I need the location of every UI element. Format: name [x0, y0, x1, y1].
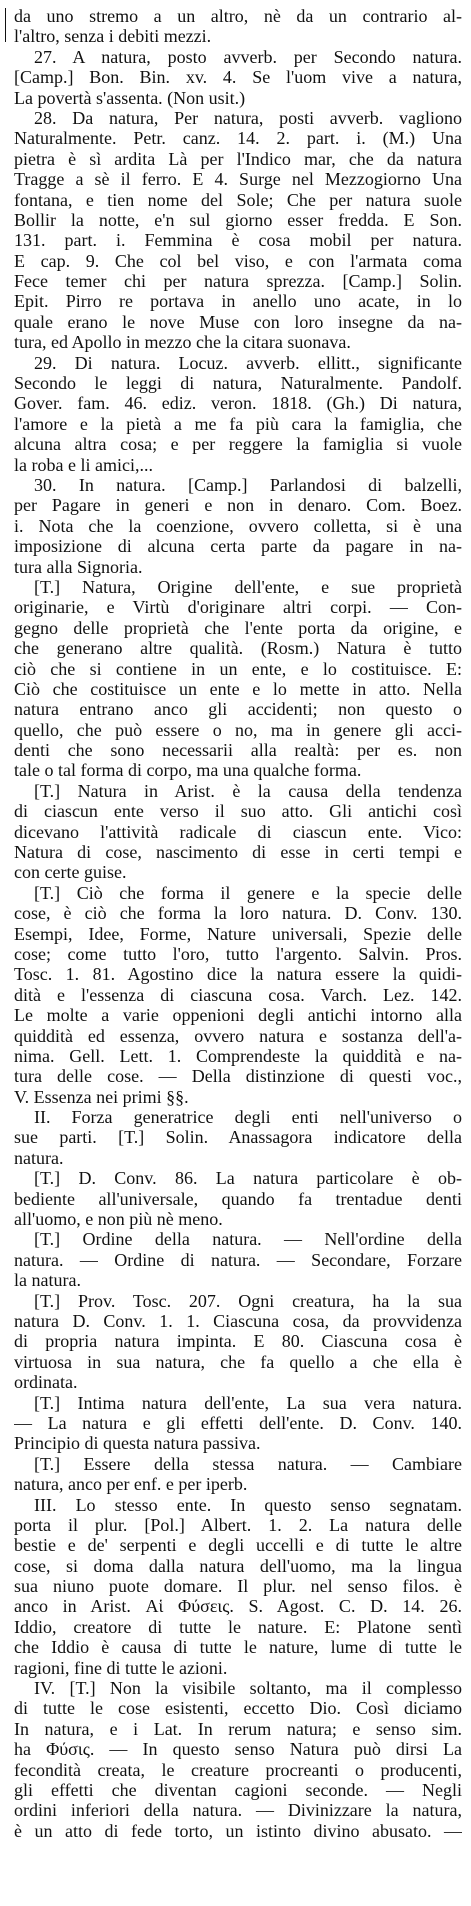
text-line: Iddio, creatore di tutte le nature. E: Platone sentì — [14, 1616, 462, 1637]
text-line: porta il plur. [Pol.] Albert. 1. 2. La natura delle — [14, 1514, 462, 1535]
text-line: La povertà s'assenta. (Non usit.) — [14, 87, 246, 108]
text-line: natura, anco per enf. e per iperb. — [14, 1474, 248, 1495]
text-line: Bollir la notte, e'n sul giorno esser fredda. E Son. — [14, 209, 462, 230]
text-line: all'uomo, e non più nè meno. — [14, 1209, 223, 1230]
text-line: gegno delle proprietà che l'ente porta da origine, e — [14, 617, 462, 638]
text-line: è un atto di fede torto, un istinto divino abusato. — — [14, 1820, 462, 1841]
text-line: [T.] Prov. Tosc. 207. Ogni creatura, ha la sua — [34, 1290, 462, 1311]
text-line: cose, è ciò che forma la loro natura. D. Conv. 130. — [14, 903, 462, 924]
text-line: Le molte a varie oppenioni degli antichi intorno alla — [14, 1005, 462, 1026]
text-line: [T.] Intima natura dell'ente, La sua vera natura. — [34, 1392, 462, 1413]
text-line: bediente all'universale, quando fa trentadue denti — [14, 1188, 462, 1209]
text-line: Epit. Pirro re portava in anello uno acate, in lo — [14, 291, 462, 312]
text-line: tale o tal forma di corpo, ma una qualche forma. — [14, 760, 362, 781]
text-line: che Iddio è causa di tutte le nature, lume di tutte le — [14, 1637, 462, 1658]
text-line: V. Essenza nei primi §§. — [14, 1086, 189, 1107]
text-line: denti che sono necessarii alla realtà: per es. non — [14, 740, 462, 761]
text-line: — La natura e gli effetti dell'ente. D. Conv. 140. — [14, 1412, 462, 1433]
text-line: 28. Da natura, Per natura, posti avverb. vagliono — [34, 107, 462, 128]
text-line: 27. A natura, posto avverb. per Secondo natura. — [34, 46, 462, 67]
text-line: Principio di questa natura passiva. — [14, 1433, 261, 1454]
text-line: natura entrano anco gli accidenti; non questo o — [14, 699, 462, 720]
text-line: [Camp.] Bon. Bin. xv. 4. Se l'uom vive a natura, — [14, 67, 462, 88]
entry-text-column — [14, 6, 462, 1841]
text-line: l'amore e la pietà a me fa più cara la famiglia, che — [14, 413, 462, 434]
text-line: natura D. Conv. 1. 1. Ciascuna cosa, da provvidenza — [14, 1311, 462, 1331]
text-line: 30. In natura. [Camp.] Parlandosi di balzelli, — [34, 474, 462, 495]
text-line: natura. — [14, 1147, 64, 1168]
text-line: [T.] Natura, Origine dell'ente, e sue proprietà — [34, 576, 462, 597]
text-line: Esempi, Idee, Forme, Nature universali, Spezie delle — [14, 923, 462, 944]
text-line: bestie e de' serpenti e degli uccelli e di tutte le altre — [14, 1535, 462, 1556]
text-line: Tosc. 1. 81. Agostino dice la natura essere la quidi- — [14, 964, 462, 985]
text-line: fontana, e tien nome del Sole; Che per natura suole — [14, 189, 462, 210]
text-line: IV. [T.] Non la visibile soltanto, ma il complesso — [34, 1678, 462, 1699]
text-line: di propria natura impinta. E 80. Ciascuna cosa è — [14, 1331, 462, 1352]
text-line: [T.] Essere della stessa natura. — Cambiare — [34, 1453, 462, 1474]
text-line: pietra è sì ardita Là per l'Indico mar, che da natura — [14, 148, 462, 169]
text-line: Secondo le leggi di natura, Naturalmente. Pandolf. — [14, 373, 462, 394]
text-line: la natura. — [14, 1270, 81, 1291]
text-line: II. Forza generatrice degli enti nell'universo o — [34, 1107, 462, 1128]
text-line: alcuna altra cosa; e per reggere la famiglia si vuole — [14, 434, 462, 455]
text-line: Fece temer chi per natura sprezza. [Camp.] Solin. — [14, 271, 462, 292]
text-line: da uno stremo a un altro, nè da un contrario al- — [14, 6, 462, 26]
text-line: ragioni, fine di tutte le azioni. — [14, 1657, 228, 1678]
text-line: Natura di cose, nascimento di esse in certi tempi e — [14, 842, 462, 863]
text-line: fecondità creata, le creature procreanti o producenti, — [14, 1759, 462, 1780]
text-line: nima. Gell. Lett. 1. Comprendeste la quiddità e na- — [14, 1045, 462, 1066]
text-line: tura alla Signoria. — [14, 556, 143, 577]
text-line: dicevano l'attività radicale di ciascun ente. Vico: — [14, 821, 462, 842]
text-line: quale erano le nove Muse con loro insegne da na- — [14, 311, 462, 332]
text-line: Ciò che costituisce un ente e lo mette in atto. Nella — [14, 678, 462, 699]
text-line: dità e l'essenza di ciascuna cosa. Varch. Lez. 142. — [14, 984, 462, 1005]
text-line: i. Nota che la coenzione, ovvero colletta, si è una — [14, 515, 462, 536]
text-line: quiddità ed essenza, ovvero natura e sostanza dell'a- — [14, 1025, 462, 1046]
text-line: di ciascun ente verso il suo atto. Gli antichi così — [14, 801, 462, 822]
text-line: la roba e li amici,... — [14, 454, 153, 475]
text-line: Naturalmente. Petr. canz. 14. 2. part. i. (M.) Una — [14, 128, 462, 149]
text-line: che generano altre qualità. (Rosm.) Natura è tutto — [14, 638, 462, 659]
text-line: con certe guise. — [14, 862, 127, 883]
text-line: tura delle cose. — Della distinzione di questi voc., — [14, 1066, 462, 1087]
text-line: Tragge a sè il ferro. E 4. Surge nel Mezzogiorno Una — [14, 169, 462, 190]
text-line: quello, che può essere o no, ma in genere gli acci- — [14, 719, 462, 740]
text-line: Gover. fam. 46. ediz. veron. 1818. (Gh.) Di natura, — [14, 393, 462, 414]
text-line: per Pagare in generi e non in denaro. Com. Boez. — [14, 495, 462, 516]
text-line: di tutte le cose esistenti, eccetto Dio. Così diciamo — [14, 1698, 462, 1719]
text-line: [T.] Ciò che forma il genere e la specie delle — [34, 882, 462, 903]
text-line: ha Φύσις. — In questo senso Natura può dirsi La — [14, 1739, 462, 1760]
text-line: cose, si doma dalla natura dell'uomo, ma la lingua — [14, 1555, 462, 1576]
text-line: sua niuno puote domare. Il plur. nel senso filos. è — [14, 1576, 462, 1597]
text-line: imposizione di alcuna certa parte da pagare in na- — [14, 536, 462, 557]
text-line: E cap. 9. Che col bel viso, e con l'armata coma — [14, 250, 462, 271]
text-line: 29. Di natura. Locuz. avverb. ellitt., significante — [34, 352, 462, 373]
text-line: [T.] Natura in Arist. è la causa della tendenza — [34, 780, 462, 801]
text-line: originarie, e Virtù d'originare altri corpi. — Con- — [14, 597, 462, 618]
text-line: ordinata. — [14, 1372, 78, 1393]
text-line: anco in Arist. Αἱ Φύσεις. S. Agost. C. D. 14. 26. — [14, 1596, 462, 1617]
text-line: gli effetti che diventan cagioni seconde. — Negli — [14, 1779, 462, 1800]
text-line: virtuosa in sua natura, che fa quello a che ella è — [14, 1351, 462, 1372]
margin-rule — [5, 8, 6, 42]
text-line: natura. — Ordine di natura. — Secondare, Forzare — [14, 1249, 462, 1270]
text-line: [T.] Ordine della natura. — Nell'ordine della — [34, 1229, 462, 1250]
text-line: [T.] D. Conv. 86. La natura particolare è ob- — [34, 1168, 462, 1189]
text-line: III. Lo stesso ente. In questo senso segnatam. — [34, 1494, 462, 1515]
text-line: 131. part. i. Femmina è cosa mobil per natura. — [14, 230, 462, 251]
text-line: tura, ed Apollo in mezzo che la citara suonava. — [14, 332, 351, 353]
text-line: sue parti. [T.] Solin. Anassagora indicatore della — [14, 1127, 462, 1148]
text-line: In natura, e i Lat. In rerum natura; e senso sim. — [14, 1718, 462, 1739]
text-line: ordini inferiori della natura. — Divinizzare la natura, — [14, 1800, 462, 1821]
text-line: ciò che si contiene in un ente, e lo costituisce. E: — [14, 658, 462, 679]
text-line: l'altro, senza i debiti mezzi. — [14, 26, 212, 47]
text-line: cose; come tutto l'oro, tutto l'argento. Salvin. Pros. — [14, 943, 462, 964]
